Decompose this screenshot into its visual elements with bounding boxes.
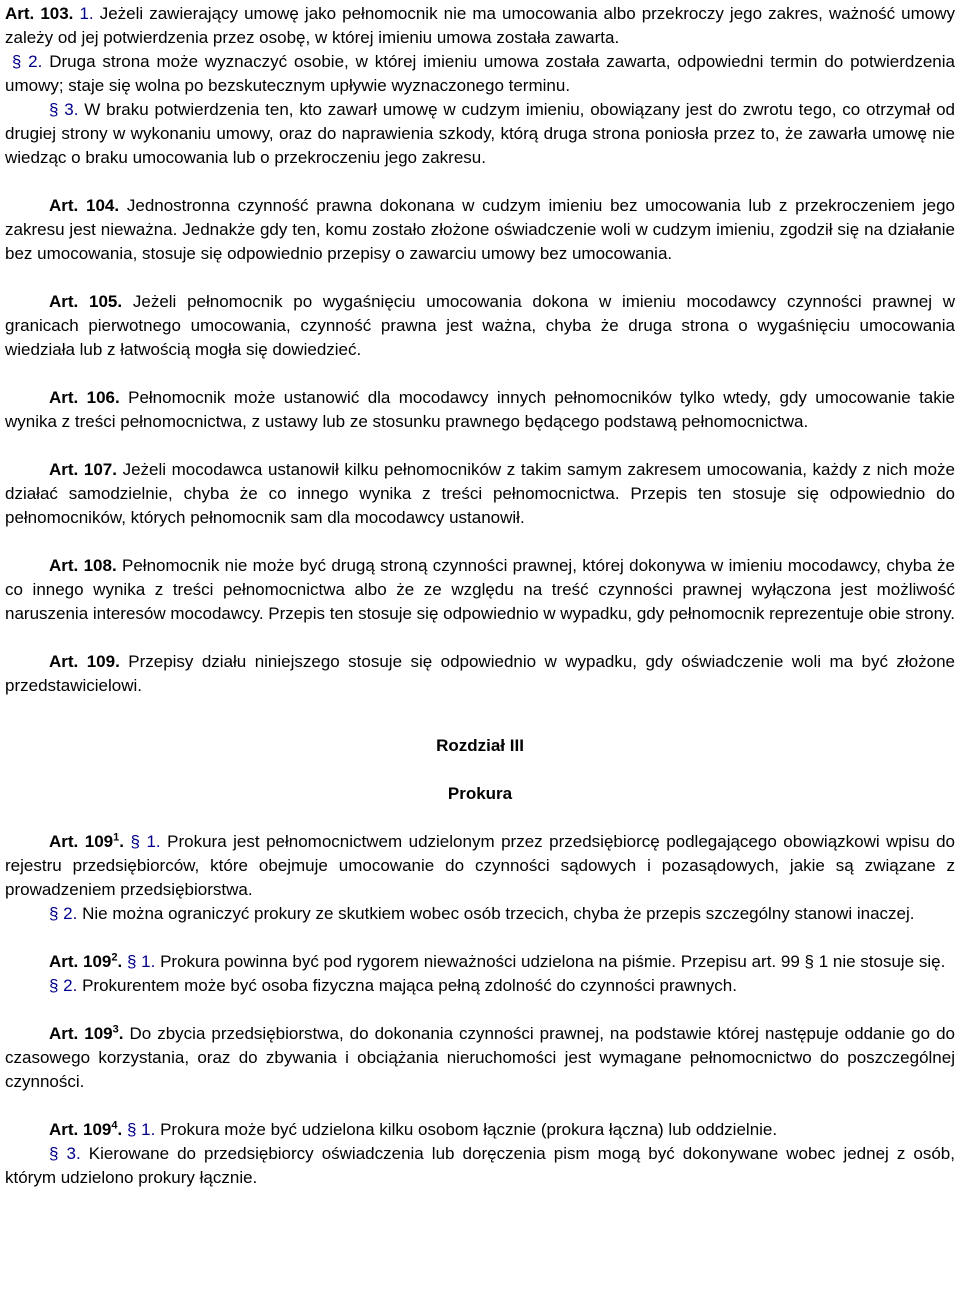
paragraph-number: § 3. [49,100,79,119]
article-text: Jeżeli pełnomocnik po wygaśnięciu umocowania dokona w imieniu mocodawcy czynności prawnej w granicach pierwotnego umocowania, czynność prawna jest ważna, chyba że druga strona o wygaśnięciu umocowania wiedziała lub z łatwością mogła się dowiedzieć. [5,292,955,359]
paragraph-number: § 1. [126,1120,156,1139]
art109-1-par1 [5,830,955,902]
paragraph-number: § 3. [49,1144,81,1163]
article-109-4 [5,1118,955,1190]
paragraph-text: Prokura jest pełnomocnictwem udzielonym przez przedsiębiorcę podlegającego obowiązkowi wpisu do rejestru przedsiębiorców, które obejmuje umocowanie do czynności sądowych i pozasądowych, jakie są związane z prowadzeniem przedsiębiorstwa. [5,832,956,899]
art103-par3 [5,98,955,170]
article-text: Jeżeli mocodawca ustanowił kilku pełnomocników z takim samym zakresem umocowania, każdy z nich może działać samodzielnie, chyba że co innego wynika z treści pełnomocnictwa. Przepis ten stosuje się odpowiednio do pełnomocników, których pełnomocnik sam dla mocodawcy ustanowił. [5,460,955,527]
article-109-3 [5,1022,955,1094]
art109-1-par2 [5,902,955,926]
paragraph-number: § 1. [126,952,156,971]
article-number: Art. 104. [49,196,120,215]
art103-par1 [5,2,955,50]
paragraph-text: Nie można ograniczyć prokury ze skutkiem wobec osób trzecich, chyba że przepis szczególny stanowi inaczej. [82,904,915,923]
article-109-2 [5,950,955,998]
article-109-1 [5,830,955,926]
paragraph-number: § 2. [49,976,78,995]
article-107 [5,458,955,530]
paragraph-text: Kierowane do przedsiębiorcy oświadczenia lub doręczenia pism mogą być dokonywane wobec jednej z osób, którym udzielono prokury łącznie. [5,1144,955,1187]
article-text: Jednostronna czynność prawna dokonana w cudzym imieniu bez umocowania lub z przekroczeniem jego zakresu jest nieważna. Jednakże gdy ten, komu zostało złożone oświadczenie woli w cudzym imieniu, zgodził się na działanie bez umocowania, stosuje się odpowiednio przepisy o zawarciu umowy bez umocowania. [5,196,955,263]
article-text: Do zbycia przedsiębiorstwa, do dokonania czynności prawnej, na podstawie której następuje oddanie go do czasowego korzystania, oraz do zbywania i obciążania nieruchomości jest wymagane pełnomocnictwo do poszczególnej czynności. [5,1024,955,1091]
art103-par2 [5,50,955,98]
paragraph-text: Prokura może być udzielona kilku osobom łącznie (prokura łączna) lub oddzielnie. [160,1120,778,1139]
article-number: Art. $109^3$. [49,1023,124,1043]
article-number: Art. $109^4$. [49,1119,123,1139]
chapter-title: Rozdział III [436,736,524,755]
article-text: Przepisy działu niniejszego stosuje się odpowiednio w wypadku, gdy oświadczenie woli ma być złożone przedstawicielowi. [5,652,955,695]
article-number: Art. $109^2$. [49,951,123,971]
article-number: Art. $109^1$. [49,831,124,851]
article-103 [5,0,955,170]
paragraph-number: § 2. [11,52,43,71]
art109-4-par1 [5,1118,955,1142]
article-106 [5,386,955,434]
art109-2-par2 [5,974,955,998]
paragraph-number: 1. [79,4,94,23]
art109-4-par3 [5,1142,955,1190]
paragraph-text: Prokura powinna być pod rygorem nieważności udzielona na piśmie. Przepisu art. 99 § 1 nie stosuje się. [160,952,946,971]
paragraph-text: W braku potwierdzenia ten, kto zawarł umowę w cudzym imieniu, obowiązany jest do zwrotu tego, co otrzymał od drugiej strony w wykonaniu umowy, oraz do naprawienia szkody, którą druga strona poniosła przez to, że zawarła umowę nie wiedząc o braku umocowania lub o przekroczeniu jego zakresu. [5,100,955,167]
paragraph-text: Jeżeli zawierający umowę jako pełnomocnik nie ma umocowania albo przekroczy jego zakres, ważność umowy zależy od jej potwierdzenia przez osobę, w której imieniu umowa została zawarta. [5,4,955,47]
article-number: Art. 109. [49,652,120,671]
article-number: Art. 107. [49,460,117,479]
article-text: Pełnomocnik może ustanowić dla mocodawcy innych pełnomocników tylko wtedy, gdy umocowanie takie wynika z treści pełnomocnictwa, z ustawy lub ze stosunku prawnego będącego podstawą pełnomocnictwa. [5,388,955,431]
chapter-subtitle: Prokura [447,784,513,803]
article-number: Art. 108. [49,556,117,575]
article-number: Art. 106. [49,388,120,407]
article-109 [5,650,955,698]
article-105 [5,290,955,362]
paragraph-number: § 1. [130,832,161,851]
article-number: Art. 105. [49,292,123,311]
paragraph-number: § 2. [49,904,78,923]
paragraph-text: Prokurentem może być osoba fizyczna mająca pełną zdolność do czynności prawnych. [82,976,737,995]
article-108 [5,554,955,626]
article-number: Art. 103. [5,4,74,23]
paragraph-text: Druga strona może wyznaczyć osobie, w której imieniu umowa została zawarta, odpowiedni termin do potwierdzenia umowy; staje się wolna po bezskutecznym upływie wyznaczonego terminu. [5,52,955,95]
article-text: Pełnomocnik nie może być drugą stroną czynności prawnej, której dokonywa w imieniu mocodawcy, chyba że co innego wynika z treści pełnomocnictwa albo że ze względu na treść czynności prawnej wyłączona jest możliwość naruszenia interesów mocodawcy. Przepis ten stosuje się odpowiednio w wypadku, gdy pełnomocnik reprezentuje obie strony. [5,556,955,623]
art109-2-par1 [5,950,955,974]
article-104 [5,194,955,266]
